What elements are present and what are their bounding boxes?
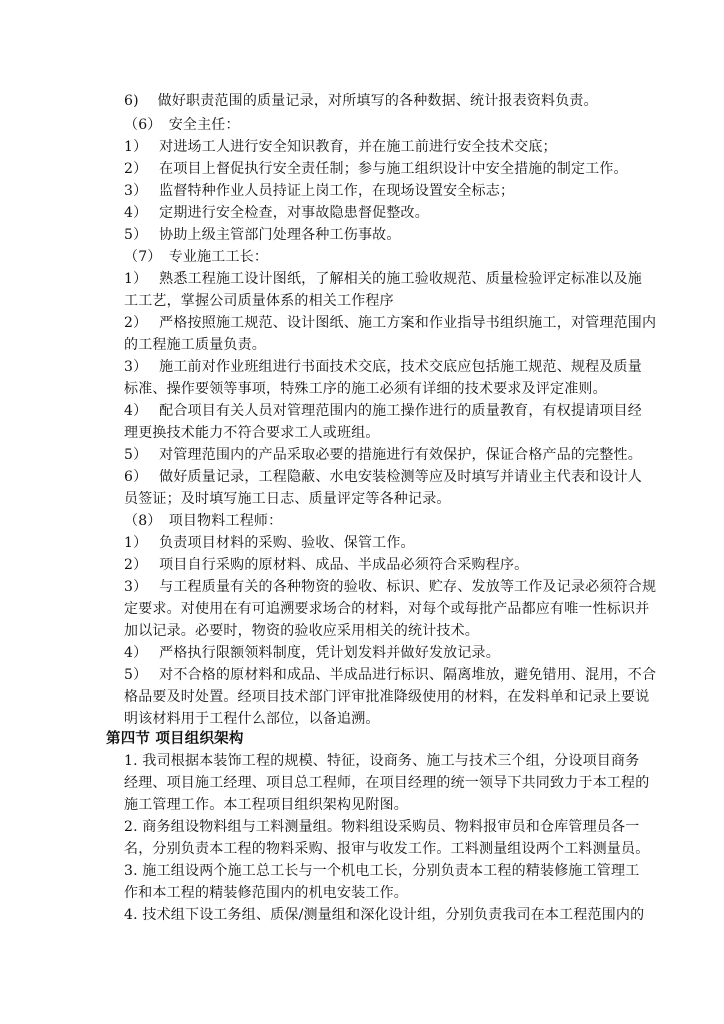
text-line: 经理、项目施工经理、项目总工程师，在项目经理的统一领导下共同致力于本工程的 [124,775,650,791]
text-line: 4） 配合项目有关人员对管理范围内的施工操作进行的质量教育，有权提请项目经 [124,403,642,419]
text-line: 6） 做好质量记录，工程隐蔽、水电安装检测等应及时填写并请业主代表和设计人 [124,469,642,485]
text-line: 1. 我司根据本装饰工程的规模、特征，设商务、施工与技术三个组，分设项目商务 [124,753,640,769]
text-line: 格品要及时处置。经项目技术部门评审批准降级使用的材料，在发料单和记录上要说 [124,689,650,705]
text-line: 施工管理工作。本工程项目组织架构见附图。 [124,797,408,813]
text-line: 5） 对不合格的原材料和成品、半成品进行标识、隔离堆放，避免错用、混用，不合 [124,667,657,683]
text-line: 1） 负责项目材料的采购、验收、保管工作。 [124,535,415,551]
text-line: 4） 定期进行安全检查，对事故隐患督促整改。 [124,205,429,221]
text-line: 的工程施工质量负责。 [124,337,266,353]
text-line: 5） 协助上级主管部门处理各种工伤事故。 [124,227,401,243]
text-line: 2） 严格按照施工规范、设计图纸、施工方案和作业指导书组织施工，对管理范围内 [124,315,657,331]
text-line: 作和本工程的精装修范围内的机电安装工作。 [124,885,408,901]
text-line: 1） 对进场工人进行安全知识教育，并在施工前进行安全技术交底； [124,139,557,155]
text-line: 1） 熟悉工程施工设计图纸，了解相关的施工验收规范、质量检验评定标准以及施 [124,271,642,287]
text-line: 理更换技术能力不符合要求工人或班组。 [124,425,380,441]
text-line: 2） 在项目上督促执行安全责任制；参与施工组织设计中安全措施的制定工作。 [124,161,628,177]
text-line: 2） 项目自行采购的原材料、成品、半成品必须符合采购程序。 [124,557,529,573]
text-line: 标准、操作要领等事项，特殊工序的施工必须有详细的技术要求及评定准则。 [124,381,607,397]
text-line: 3） 施工前对作业班组进行书面技术交底，技术交底应包括施工规范、规程及质量 [124,359,642,375]
text-line: 4. 技术组下设工务组、质保/测量组和深化设计组，分别负责我司在本工程范围内的 [124,907,645,923]
text-line: 3. 施工组设两个施工总工长与一个机电工长，分别负责本工程的精装修施工管理工 [124,863,640,879]
text-line: 名，分别负责本工程的物料采购、报审与收发工作。工料测量组设两个工料测量员。 [124,841,650,857]
text-line: 加以记录。必要时，物资的验收应采用相关的统计技术。 [124,623,479,639]
text-line: 工工艺，掌握公司质量体系的相关工作程序 [124,293,394,309]
text-line: 3） 与工程质量有关的各种物资的验收、标识、贮存、发放等工作及记录必须符合规 [124,579,657,595]
text-line: 2. 商务组设物料组与工料测量组。物料组设采购员、物料报审员和仓库管理员各一 [124,819,640,835]
text-line: 明该材料用于工程什么部位，以备追溯。 [124,711,380,727]
text-line: 5） 对管理范围内的产品采取必要的措施进行有效保护，保证合格产品的完整性。 [124,447,642,463]
text-line: 员签证；及时填写施工日志、质量评定等各种记录。 [124,491,451,507]
section-subheading: （6） 安全主任： [124,117,240,133]
text-line: 6) 做好职责范围的质量记录，对所填写的各种数据、统计报表资料负责。 [124,93,598,109]
section-heading: 第四节 项目组织架构 [106,730,244,747]
section-subheading: （8） 项目物料工程师： [124,513,283,529]
text-line: 定要求。对使用在有可追溯要求场合的材料，对每个或每批产品都应有唯一性标识并 [124,601,650,617]
section-subheading: （7） 专业施工工长： [124,249,269,265]
text-line: 4） 严格执行限额领料制度，凭计划发料并做好发放记录。 [124,645,500,661]
text-line: 3） 监督特种作业人员持证上岗工作，在现场设置安全标志； [124,183,515,199]
